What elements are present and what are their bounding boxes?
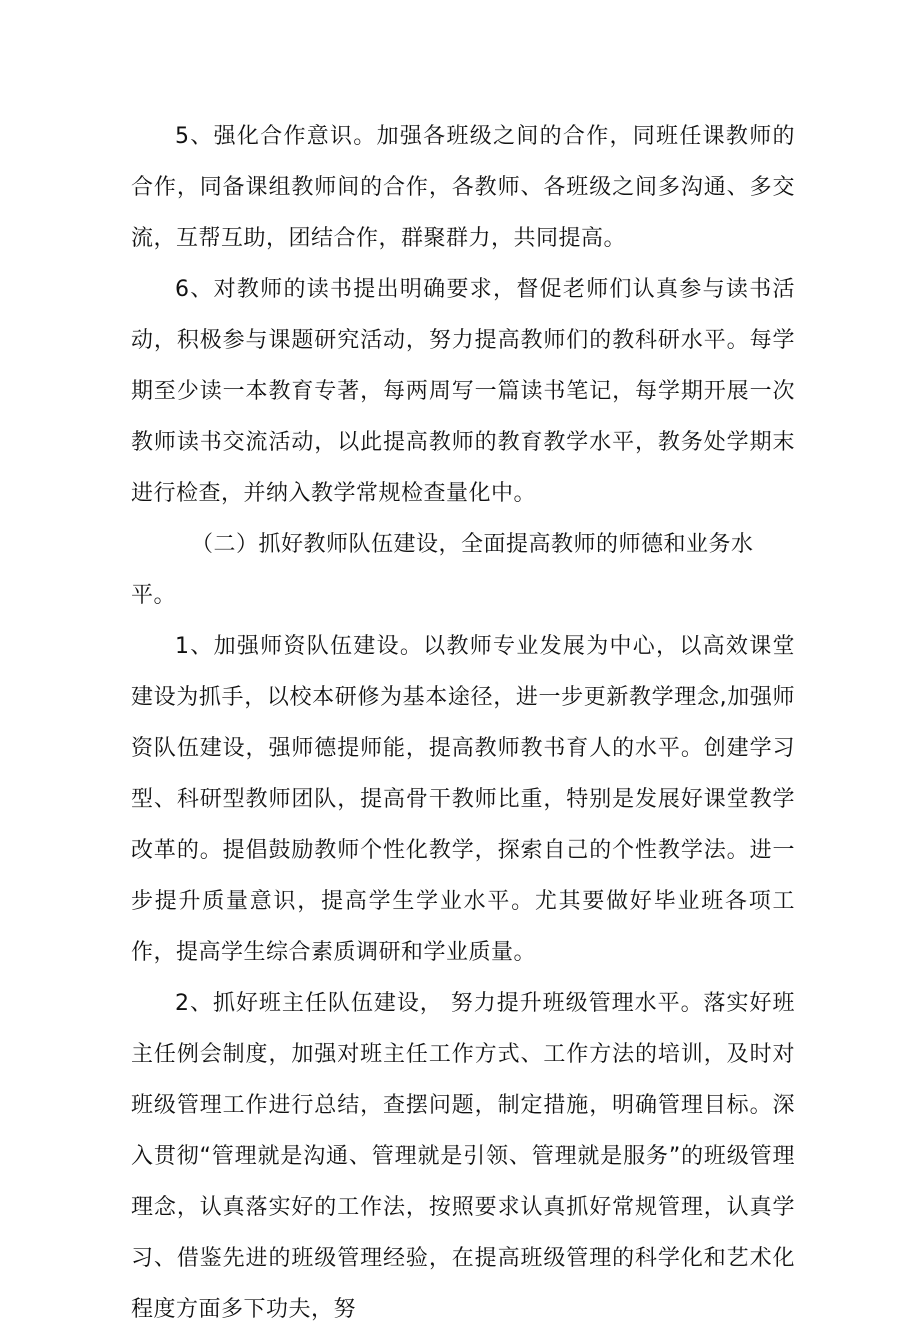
paragraph-item-6: 6、对教师的读书提出明确要求，督促老师们认真参与读书活动，积极参与课题研究活动，努力提高教师们的教科研水平。每学期至少读一本教育专著，每两周写一篇读书笔记，每学期开展一次教师读书交流活动，以此提高教师的教育教学水平，教务处学期末进行检查，并纳入教学常规检查量化中。: [131, 277, 795, 506]
paragraph-item-2: 2、抓好班主任队伍建设， 努力提升班级管理水平。落实好班主任例会制度，加强对班主任工作方式、工作方法的培训，及时对班级管理工作进行总结，查摆问题，制定措施，明确管理目标。深入贯彻“管理就是沟通、管理就是引领、管理就是服务”的班级管理理念，认真落实好的工作法，按照要求认真抓好常规管理，认真学习、借鉴先进的班级管理经验，在提高班级管理的科学化和艺术化程度方面多下功夫，努: [131, 991, 795, 1322]
paragraph-item-1: 1、加强师资队伍建设。以教师专业发展为中心，以高效课堂建设为抓手，以校本研修为基本途径，进一步更新教学理念,加强师资队伍建设，强师德提师能，提高教师教书育人的水平。创建学习型、科研型教师团队，提高骨干教师比重，特别是发展好课堂教学改革的。提倡鼓励教师个性化教学，探索自己的个性教学法。进一步提升质量意识，提高学生学业水平。尤其要做好毕业班各项工作，提高学生综合素质调研和学业质量。: [131, 634, 795, 965]
paragraph-item-5: 5、强化合作意识。加强各班级之间的合作，同班任课教师的合作，同备课组教师间的合作，各教师、各班级之间多沟通、多交流，互帮互助，团结合作，群聚群力，共同提高。: [131, 124, 795, 251]
section-heading: （二）抓好教师队伍建设，全面提高教师的师德和业务水平。: [131, 532, 754, 608]
document-body: [131, 111, 795, 1335]
